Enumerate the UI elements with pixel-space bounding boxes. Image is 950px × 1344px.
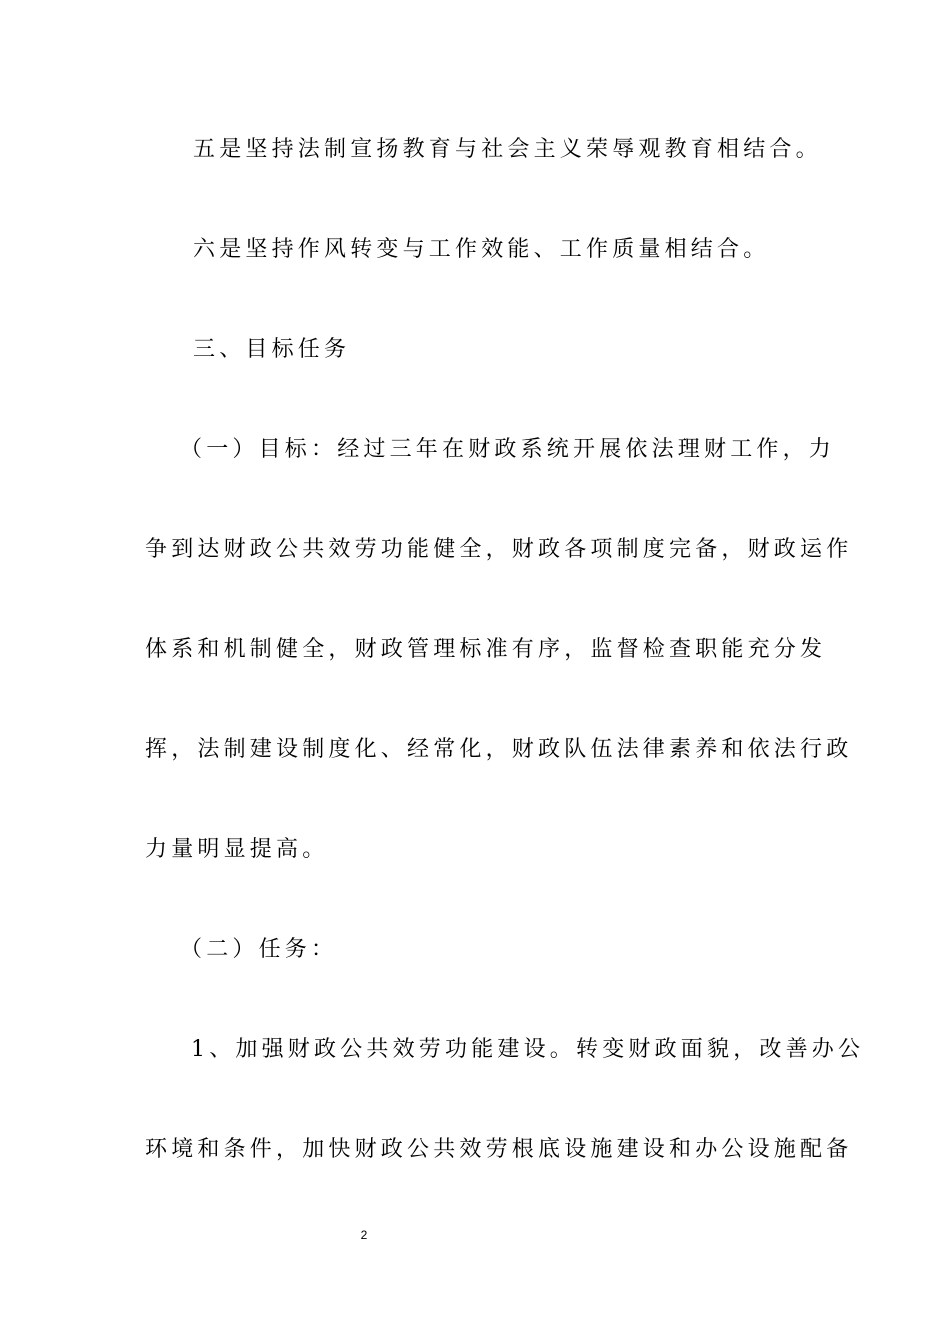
page-number: 2	[360, 1228, 368, 1242]
section-heading: 三、目标任务	[193, 337, 351, 362]
paragraph-line: 五是坚持法制宣扬教育与社会主义荣辱观教育相结合。	[193, 137, 822, 162]
paragraph-line: 力量明显提高。	[145, 837, 329, 862]
subsection-heading: （二）任务：	[180, 937, 338, 962]
paragraph-line: 挥，法制建设制度化、经常化，财政队伍法律素养和依法行政	[145, 737, 853, 762]
paragraph-line: 六是坚持作风转变与工作效能、工作质量相结合。	[193, 237, 770, 262]
paragraph-line: 体系和机制健全，财政管理标准有序，监督检查职能充分发	[145, 637, 827, 662]
paragraph-line: （一）目标：经过三年在财政系统开展依法理财工作，力	[180, 437, 836, 462]
paragraph-line: 1、加强财政公共效劳功能建设。转变财政面貌，改善办公	[191, 1037, 865, 1062]
paragraph-line: 争到达财政公共效劳功能健全，财政各项制度完备，财政运作	[145, 537, 853, 562]
paragraph-line: 环境和条件，加快财政公共效劳根底设施建设和办公设施配备	[145, 1137, 853, 1162]
